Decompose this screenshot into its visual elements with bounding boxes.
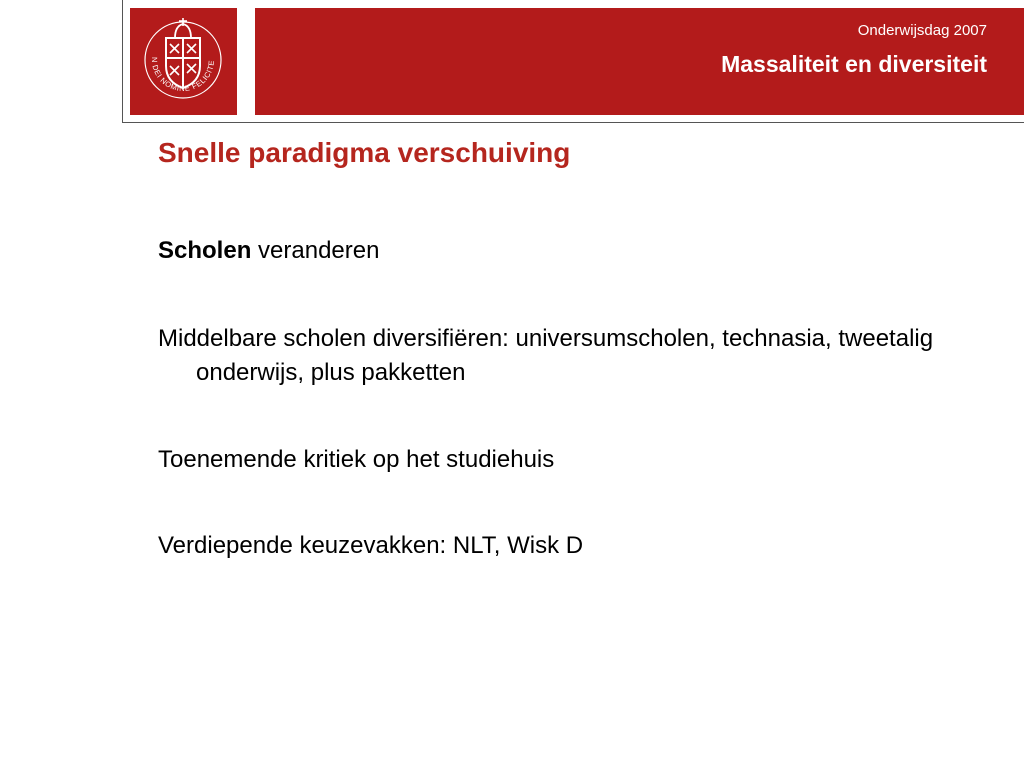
bullet-bold-word: Scholen: [158, 237, 252, 264]
header-title: Massaliteit en diversiteit: [721, 51, 987, 77]
slide-title: Snelle paradigma verschuiving: [158, 137, 571, 168]
bullet-electives: Verdiepende keuzevakken: NLT, Wisk D: [158, 532, 584, 559]
seal-motto: N DEI NOMINE FELICITE: [149, 56, 217, 94]
bullet-text: veranderen: [251, 237, 380, 264]
bullet-diversification: Middelbare scholen diversifiëren: universumscholen, technasia, tweetalig onderwijs, plus pakketten: [158, 325, 934, 386]
university-seal-icon: [130, 8, 237, 115]
bullet-criticism: Toenemende kritiek op het studiehuis: [158, 446, 555, 473]
header-banner: [255, 8, 1024, 115]
university-logo: [130, 8, 237, 115]
bullet-schools-change: [158, 234, 918, 268]
header-subtitle: Onderwijsdag 2007: [857, 22, 987, 39]
